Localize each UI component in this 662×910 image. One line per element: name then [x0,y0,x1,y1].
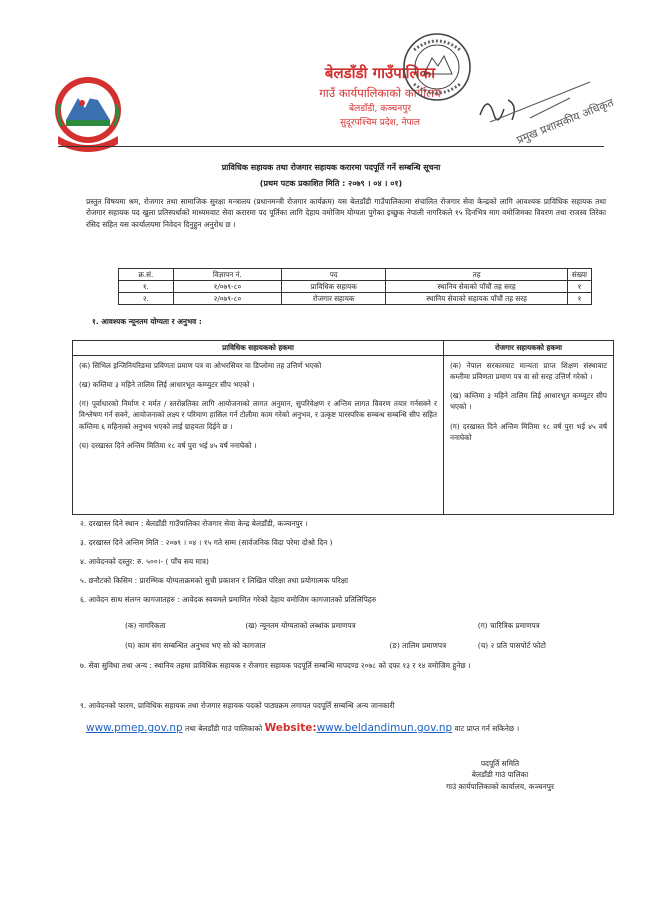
document-item: (ख) न्यूनतम योग्यताको लब्धांक प्रमाणपत्र [245,621,356,630]
document-item: (क) नागरिकता [125,621,166,630]
list-item: ६. आवेदन साथ संलग्न कागजातहरु : आवेदक स्वयमले प्रमाणित गरेको देहाय वमोजिम कागजातको प्रतिलिपिहरु [80,595,377,604]
table-cell [73,356,444,515]
list-item: ३. दरखास्त दिने अन्तिम मिति : २०७९ । ०४ । १५ गते सम्म (सार्वजनिक विदा परेमा दोश्रो दिन ) [80,538,333,547]
column-header: विज्ञापन नं. [173,269,281,281]
qualification-item: (ख) कम्तिमा ३ महिने तालिम लिई आधारभूत कम्प्युटर सीप भएको । [79,380,255,390]
table-cell: १ [567,281,591,293]
column-header: संख्या [567,269,591,281]
documents-row [125,620,605,631]
table-cell: प्राविधिक सहायक [282,281,386,293]
website-link[interactable]: www.beldandimun.gov.np [316,722,453,734]
table-row [119,281,592,293]
table-header-row [73,341,614,356]
vacancy-table [118,268,592,305]
document-item: (ङ) तालिम प्रमाणपत्र [389,641,447,650]
committee-name: पदपूर्ति समिति [480,759,520,768]
list-item: २. दरखास्त दिने स्थान : बेलडाँडी गाउँपालिका रोजगार सेवा केन्द्र बेलडाँडी, कञ्चनपुर । [80,519,308,528]
province-country: सुदूरपश्चिम प्रदेश, नेपाल [339,118,421,128]
table-row [119,293,592,305]
document-item: (घ) काम संग सम्बन्धित अनुभव भए सो को कागजात [125,641,266,650]
column-header: रोजगार सहायकको हकमा [444,341,614,356]
pmep-link[interactable]: www.pmep.gov.np [86,722,183,734]
table-cell: १ [567,293,591,305]
committee-signature [415,758,585,792]
header-divider [58,146,604,147]
office-address: बेलडाँडी, कञ्चनपुर [348,104,412,114]
municipality-logo [52,70,124,158]
table-cell: १/०७९-८० [173,281,281,293]
table-cell: १. [119,281,174,293]
section-heading: १. आवश्यक न्यूनतम योग्यता र अनुभव : [92,317,202,326]
column-header: पद [282,269,386,281]
list-item: ४. आवेदनको दस्तुर: रु. ५००।- ( पाँच सय मात्र) [80,557,209,566]
officer-signature [470,60,620,150]
documents-row [125,640,605,651]
table-cell: स्थानिय सेवाको पाँचौं तह सरह [386,281,568,293]
qualification-item: (घ) दरखास्त दिने अन्तिम मितिमा १८ वर्ष पुरा भई ४५ वर्ष ननाघेको । [79,440,257,450]
qualification-item: (ग) दरखास्त दिने अन्तिम मितिमा १८ वर्ष पुरा भई ४५ वर्ष ननाघेको [450,421,607,442]
qualification-table [72,340,614,515]
table-cell: २. [119,293,174,305]
list-item: ५. छनौटको किसिम : प्रारम्भिक योग्यताक्रमको सुची प्रकाशन र लिखित परिक्षा तथा प्रयोगात्मक परिक्षा [80,576,349,585]
table-cell [444,356,614,515]
links-mid-text: तथा बेलडाँडी गाउं पालिकाको [185,724,263,733]
qualification-item: (ग) पूर्वाधारको निर्माण र मर्मत / स्तरोन्नतिका लागि आयोजनाको लागत अनुमान, सुपरिवेक्षण र अन्तिम लागत विवरण तयार गर्नसक्ने र विश्लेषण गर्न सक्ने, आयोजनाको लक्ष्य र परिमाण हासिल गर्न टोलीमा काम गरेको अनुभव, र उत्कृष्ट पारस्परिक सम्बन्ध सम्बन्धि सीप सहित कम्तिमा ६ महिनाको अनुभव भएको लाई ग्राहयता दिईने छ । [79,399,437,431]
column-header: तह [386,269,568,281]
column-header: क्र.सं. [119,269,174,281]
committee-municipality: बेलडाँडी गाउं पालिका [471,770,529,780]
links-line [86,720,626,736]
qualification-item: (क) नेपाल सरकारवाट मान्यता प्राप्त शिक्षण संस्थावाट कम्तीमा प्रविणता प्रमाण पत्र वा सो सरह उत्तिर्ण गरेको । [450,361,607,382]
application-item: ९. आवेदनको फारम, प्राविधिक सहायक तथा रोजगार सहायक पदको पाठ्यक्रम लगायत पदपूर्ति सम्बन्धि अन्य जानकारी [80,701,395,710]
signature-note: प्रमुख प्रशासकीय अधिकृत [514,95,616,147]
qualification-item: (ख) कम्तिमा ३ महिने तालिम लिई आधारभूत कम्प्युटर सीप भएको । [450,391,607,412]
document-item: (ग) चारित्रिक प्रमाणपत्र [477,621,540,630]
table-cell: रोजगार सहायक [282,293,386,305]
table-cell: स्थानिय सेवाको सहायक पाँचौं तह सरह [386,293,568,305]
intro-paragraph: प्रस्तुत विषयमा श्रम, रोजगार तथा सामाजिक सुरक्षा मन्त्रालय (प्रधानमन्त्री रोजगार कार्यक्रम) यस बेलडाँडी गाउँपालिकामा संचालित रोजगार सेवा केन्द्रको लागि आवश्यक प्राविधिक सहायक तथा रोजगार सहायक पद खुला प्रतिस्पर्धाको माध्यमवाट सेवा करारमा पद पूर्तिका लागि देहाय वमोजिम योग्यता पुगेका इच्छुक नेपाली नागरिकले १५ दिनभित्र माग वमोजिमका विवरण तथा राजस्व तिरेका रसिद सहित यस कार्यालयमा निवेदन दिनुहुन अनुरोध छ । [86,197,606,229]
office-stamp [400,30,475,105]
website-label: Website: [264,722,317,734]
notice-title: प्राविधिक सहायक तथा रोजगार सहायक करारमा पदपूर्ति गर्ने सम्बन्धि सूचना [221,163,441,172]
table-row [73,356,614,515]
qualification-item: (क) सिभिल इन्जिनियरिङमा प्रविणता प्रमाण पत्र वा ओभरसियर वा डिप्लोमा तह उत्तिर्ण भएको [79,361,322,370]
column-header: प्राविधिक सहायकको हकमा [73,341,444,356]
table-cell: २/०७९-८० [173,293,281,305]
notice-items [80,518,620,613]
committee-office: गाउं कार्यपालिकाको कार्यालय, कञ्चनपुर [446,781,554,791]
municipality-name: बेलडाँडी गाउँपालिका [324,64,436,82]
notice-date: (प्रथम पटक प्रकाशित मिति : २०७९ । ०४ । ०१) [259,179,403,188]
document-item: (च) २ प्रति पासपोर्ट फोटो [477,641,546,650]
table-header-row [119,269,592,281]
service-item: ७. सेवा सुविधा तथा अन्य : स्थानिय तहमा प्राविधिक सहायक र रोजगार सहायक पदपूर्ति सम्बन्धि मापदण्ड २०७८ को दफा १३ र १४ वमोजिम हुनेछ । [80,661,471,670]
office-name: गाउँ कार्यपालिकाको कार्यालय [319,86,441,100]
links-end-text: वाट प्राप्त गर्न सकिनेछ । [454,724,520,733]
